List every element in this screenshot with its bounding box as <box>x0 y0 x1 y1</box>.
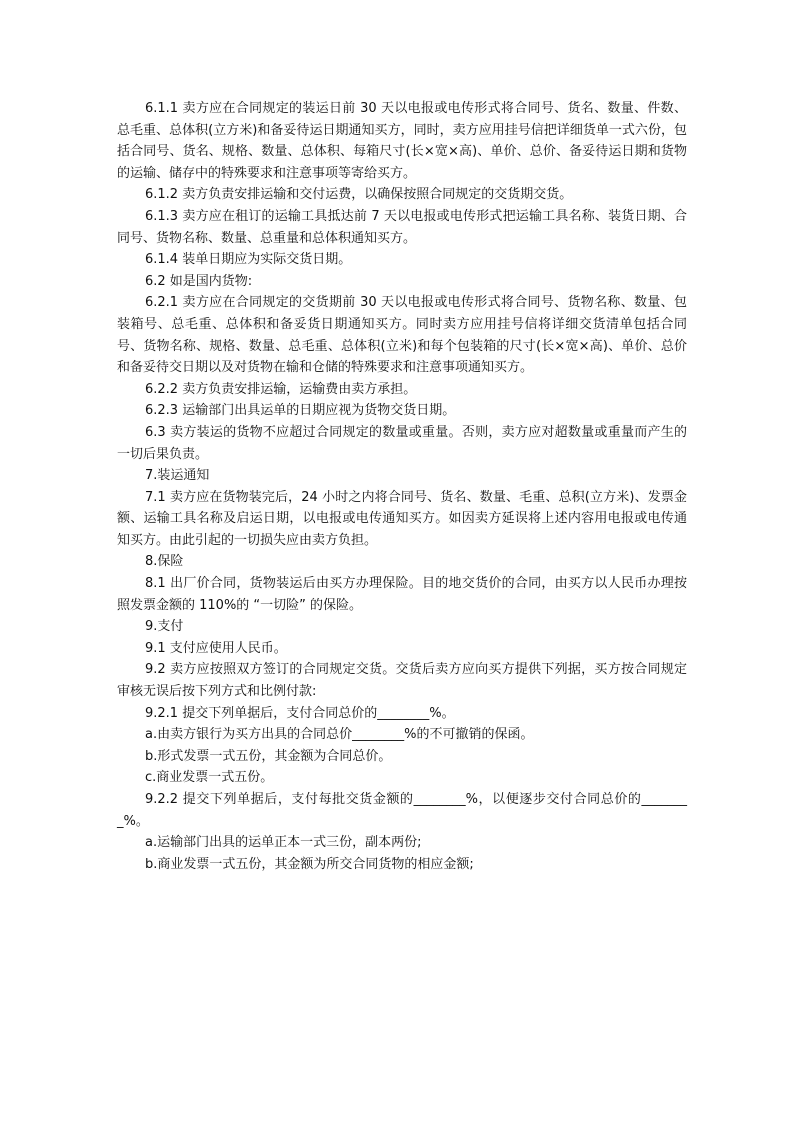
list-item: a.运输部门出具的运单正本一式三份，副本两份; <box>145 835 422 851</box>
paragraph: 9.1 支付应使用人民币。 <box>145 640 287 656</box>
paragraph: 8.1 出厂价合同，货物装运后由买方办理保险。目的地交货价的合同，由买方以人民币办理按照发票金额的 110%的 “一切险” 的保险。 <box>117 576 687 613</box>
paragraph: 7.1 卖方应在货物装完后，24 小时之内将合同号、货名、数量、毛重、总积(立方米)、发票金额、运输工具名称及启运日期，以电报或电传通知买方。如因卖方延误将上述内容用电报或电传通知买方。由此引起的一切损失应由卖方负担。 <box>117 489 687 548</box>
document-body <box>117 98 687 875</box>
paragraph: 6.3 卖方装运的货物不应超过合同规定的数量或重量。否则，卖方应对超数量或重量而产生的一切后果负责。 <box>117 424 687 462</box>
list-item: b.形式发票一式五份，其金额为合同总价。 <box>145 748 392 764</box>
paragraph: 9.2.1 提交下列单据后，支付合同总价的________%。 <box>145 705 455 721</box>
paragraph: 6.2 如是国内货物: <box>145 273 253 289</box>
paragraph: 6.1.1 卖方应在合同规定的装运日前 30 天以电报或电传形式将合同号、货名、数量、件数、总毛重、总体积(立方米)和备妥待运日期通知买方，同时，卖方应用挂号信把详细货单一式六份，包括合同号、货名、规格、数量、总体积、每箱尺寸(长×宽×高)、单价、总价、备妥待运日期和货物的运输、储存中的特殊要求和注意事项等寄给买方。 <box>117 101 687 181</box>
paragraph: 6.2.1 卖方应在合同规定的交货期前 30 天以电报或电传形式将合同号、货物名称、数量、包装箱号、总毛重、总体积和备妥货日期通知买方。同时卖方应用挂号信将详细交货清单包括合同号、货物名称、规格、数量、总毛重、总体积(立米)和每个包装箱的尺寸(长×宽×高)、单价、总价和备妥待交日期以及对货物在输和仓储的特殊要求和注意事项通知买方。 <box>117 295 687 376</box>
list-item: b.商业发票一式五份，其金额为所交合同货物的相应金额; <box>145 856 474 872</box>
paragraph: 6.1.4 装单日期应为实际交货日期。 <box>145 252 352 268</box>
list-item: a.由卖方银行为买方出具的合同总价________%的不可撤销的保函。 <box>145 727 534 743</box>
paragraph: 6.2.3 运输部门出具运单的日期应视为货物交货日期。 <box>145 403 456 419</box>
paragraph: 6.2.2 卖方负责安排运输，运输费由卖方承担。 <box>145 381 417 397</box>
paragraph: 6.1.3 卖方应在租订的运输工具抵达前 7 天以电报或电传形式把运输工具名称、装货日期、合同号、货物名称、数量、总重量和总体积通知买方。 <box>117 208 687 246</box>
paragraph: 6.1.2 卖方负责安排运输和交付运费，以确保按照合同规定的交货期交货。 <box>145 187 573 203</box>
section-heading: 9.支付 <box>145 619 184 635</box>
paragraph: 9.2 卖方应按照双方签订的合同规定交货。交货后卖方应向买方提供下列据，买方按合同规定审核无误后按下列方式和比例付款: <box>117 662 687 700</box>
section-heading: 7.装运通知 <box>145 468 210 484</box>
list-item: c.商业发票一式五份。 <box>145 770 274 786</box>
section-heading: 8.保险 <box>145 554 184 570</box>
paragraph: 9.2.2 提交下列单据后，支付每批交货金额的________%，以便逐步交付合同总价的________%。 <box>117 792 687 829</box>
